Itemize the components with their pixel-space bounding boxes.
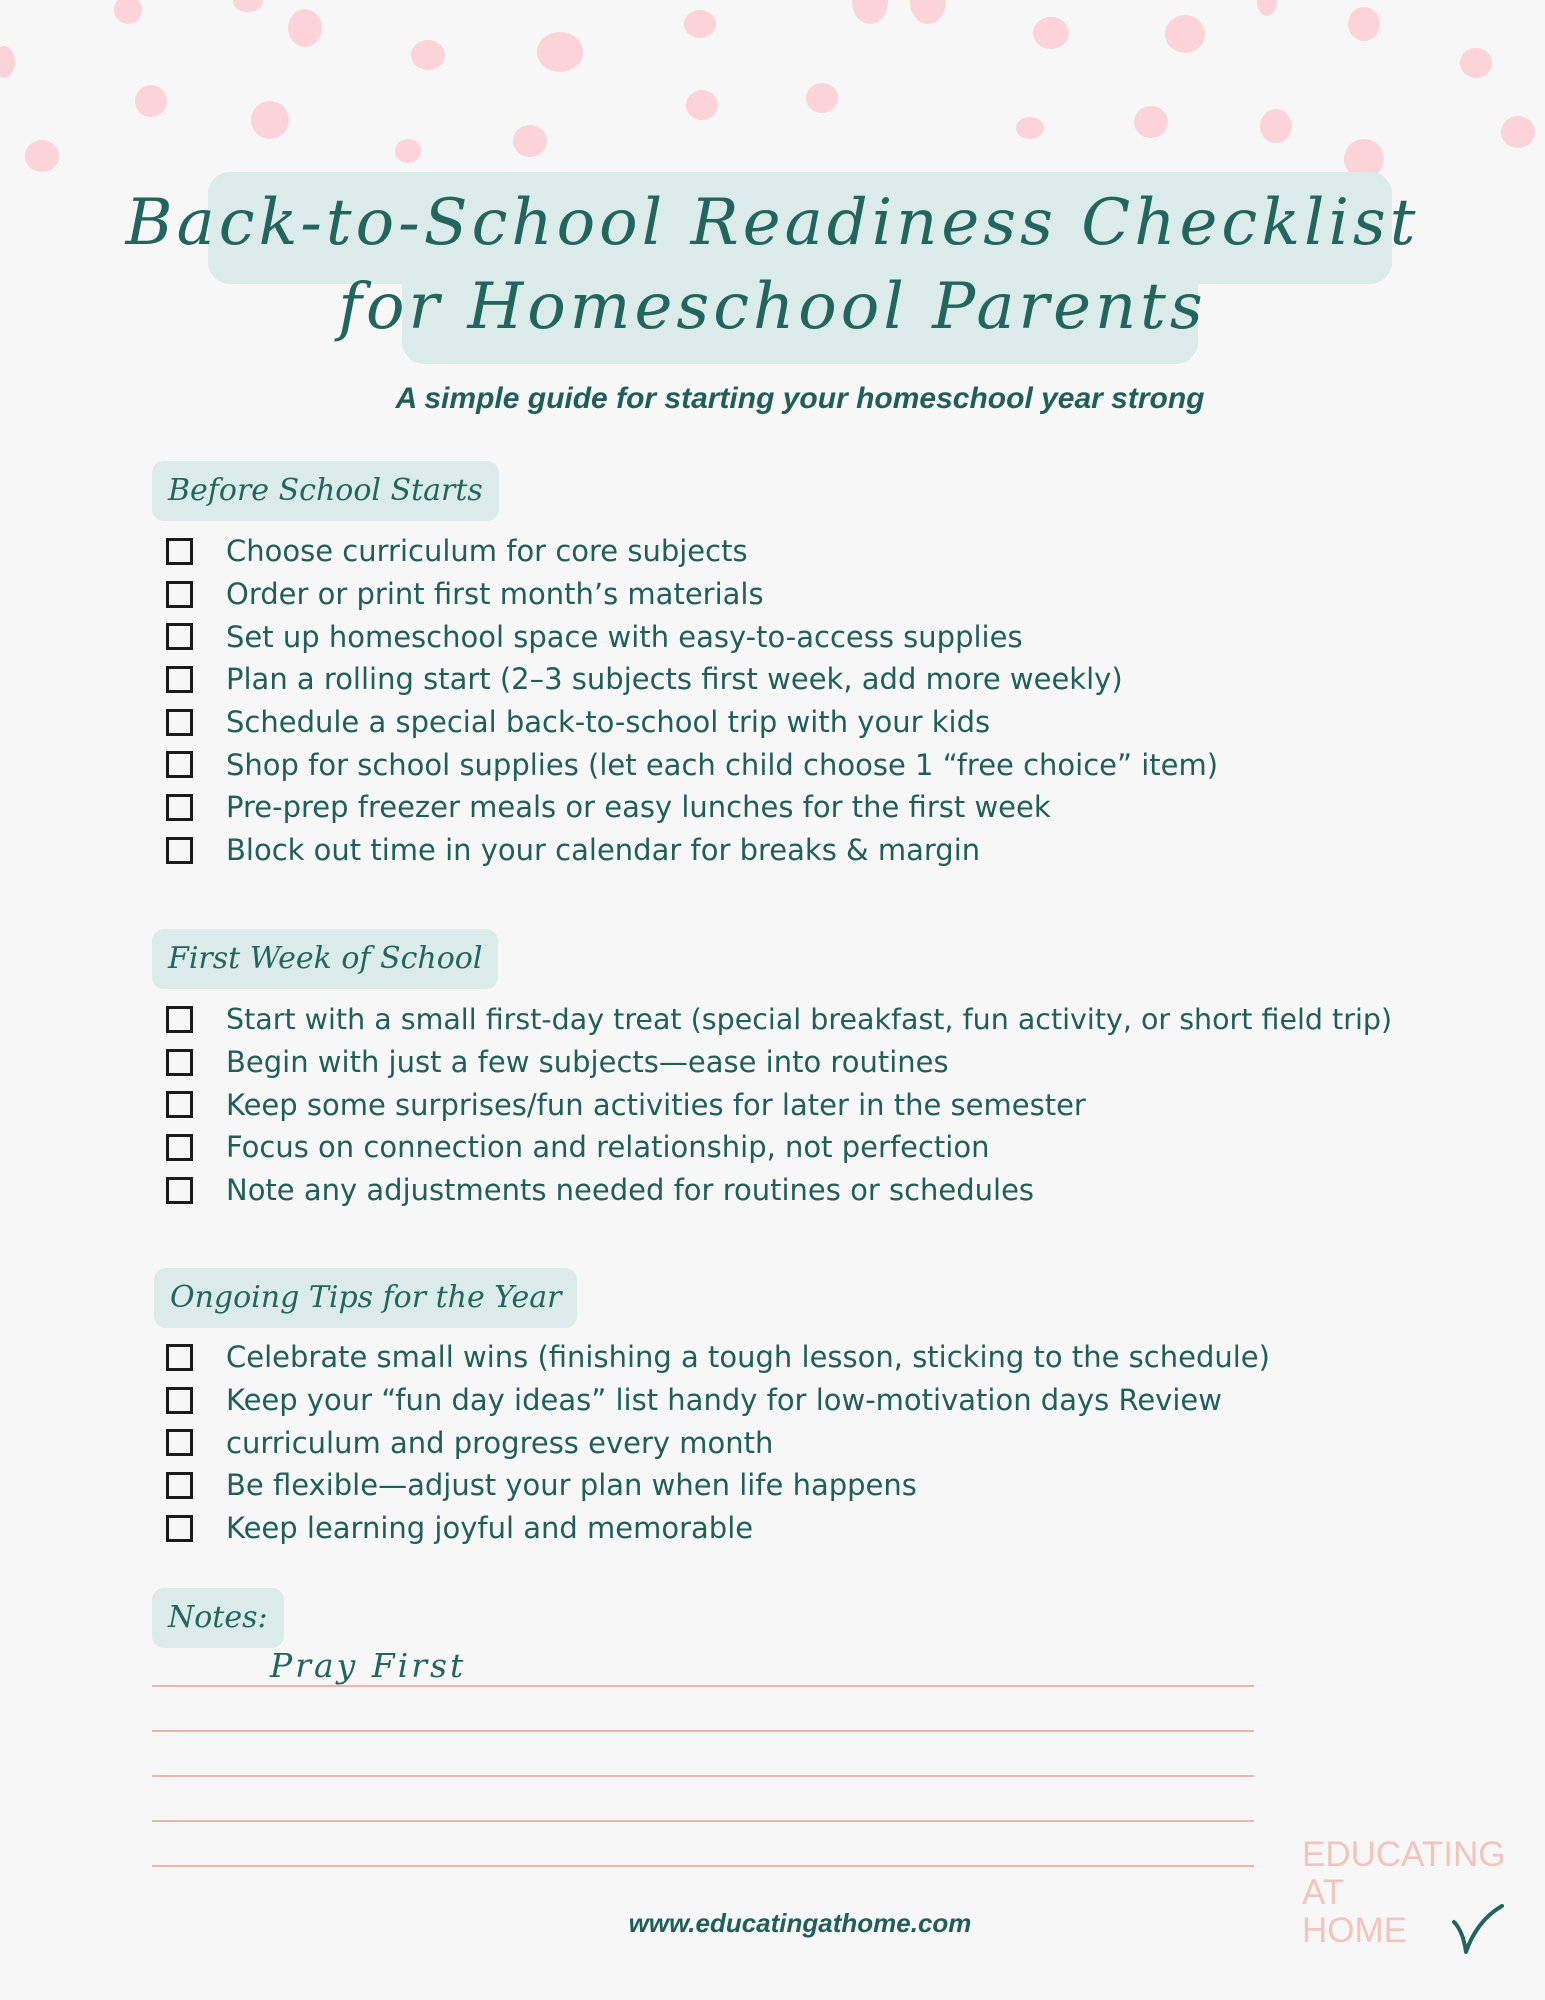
checklist-ongoing-tips	[166, 1336, 1270, 1549]
checkbox[interactable]	[166, 1091, 193, 1118]
list-item	[166, 1421, 1270, 1464]
list-item	[166, 701, 1218, 744]
note-line	[152, 1865, 1254, 1867]
note-line	[152, 1730, 1254, 1732]
item-label: Start with a small first-day treat (special breakfast, fun activity, or short field trip)	[226, 1002, 1393, 1036]
item-label: Keep learning joyful and memorable	[226, 1511, 754, 1546]
checklist-before-school	[166, 530, 1218, 872]
list-item	[166, 1379, 1270, 1422]
notes-heading: Notes:	[152, 1588, 284, 1648]
checkbox[interactable]	[166, 623, 193, 650]
checklist-first-week	[166, 998, 1392, 1211]
checkbox[interactable]	[166, 1515, 193, 1542]
note-line	[152, 1685, 1254, 1687]
checkbox[interactable]	[166, 1177, 193, 1204]
checkbox[interactable]	[166, 538, 193, 565]
list-item	[166, 1041, 1392, 1084]
page-title-line-2: for Homeschool Parents	[338, 270, 1207, 344]
item-label: Keep your “fun day ideas” list handy for low-motivation days Review	[226, 1383, 1222, 1418]
list-item	[166, 1507, 1270, 1550]
list-item	[166, 658, 1218, 701]
item-label: Celebrate small wins (finishing a tough lesson, sticking to the schedule)	[226, 1340, 1270, 1375]
subtitle: A simple guide for starting your homeschool year strong	[395, 382, 1205, 415]
item-label: Note any adjustments needed for routines or schedules	[226, 1173, 1035, 1208]
decorative-dots	[0, 0, 1545, 200]
item-label: curriculum and progress every month	[226, 1425, 774, 1460]
item-label: Choose curriculum for core subjects	[226, 534, 748, 569]
note-line	[152, 1820, 1254, 1822]
checkbox[interactable]	[166, 837, 193, 864]
section-heading-before-school: Before School Starts	[152, 461, 499, 521]
list-item	[166, 998, 1392, 1041]
list-item	[166, 829, 1218, 872]
item-label: Be flexible—adjust your plan when life happens	[226, 1468, 917, 1503]
checkbox[interactable]	[166, 1134, 193, 1161]
item-label: Order or print first month’s materials	[226, 577, 764, 612]
section-heading-first-week: First Week of School	[152, 929, 498, 989]
page-title-line-1: Back-to-School Readiness Checklist	[125, 186, 1420, 260]
list-item	[166, 573, 1218, 616]
list-item	[166, 1083, 1392, 1126]
checkbox[interactable]	[166, 1429, 193, 1456]
list-item	[166, 1169, 1392, 1212]
checkbox[interactable]	[166, 1344, 193, 1371]
item-label: Schedule a special back-to-school trip with your kids	[226, 705, 991, 740]
checkbox[interactable]	[166, 1387, 193, 1414]
checkbox[interactable]	[166, 794, 193, 821]
checkbox[interactable]	[166, 1006, 193, 1033]
item-label: Keep some surprises/fun activities for later in the semester	[226, 1087, 1086, 1122]
item-label: Plan a rolling start (2–3 subjects first week, add more weekly)	[226, 662, 1123, 697]
website-url[interactable]: www.educatingathome.com	[628, 1908, 972, 1938]
section-heading-ongoing-tips: Ongoing Tips for the Year	[154, 1268, 577, 1328]
list-item	[166, 1336, 1270, 1379]
checkmark-icon	[1450, 1898, 1506, 1958]
item-label: Set up homeschool space with easy-to-access supplies	[226, 619, 1023, 654]
list-item	[166, 1464, 1270, 1507]
logo-text-line-3: HOME	[1302, 1911, 1407, 1950]
logo-text-line-2: AT	[1302, 1873, 1345, 1912]
checkbox[interactable]	[166, 1472, 193, 1499]
item-label: Pre-prep freezer meals or easy lunches for the first week	[226, 790, 1051, 825]
list-item	[166, 743, 1218, 786]
handwritten-note: Pray First	[270, 1646, 467, 1685]
checkbox[interactable]	[166, 1049, 193, 1076]
item-label: Block out time in your calendar for breaks & margin	[226, 833, 981, 868]
logo-text-line-1: EDUCATING	[1302, 1835, 1506, 1874]
checkbox[interactable]	[166, 751, 193, 778]
notes-lines[interactable]	[152, 1685, 1254, 1910]
list-item	[166, 530, 1218, 573]
list-item	[166, 786, 1218, 829]
checkbox[interactable]	[166, 709, 193, 736]
item-label: Shop for school supplies (let each child choose 1 “free choice” item)	[226, 747, 1219, 782]
item-label: Begin with just a few subjects—ease into routines	[226, 1045, 949, 1080]
brand-logo	[1302, 1836, 1512, 1996]
list-item	[166, 1126, 1392, 1169]
checkbox[interactable]	[166, 666, 193, 693]
checkbox[interactable]	[166, 581, 193, 608]
item-label: Focus on connection and relationship, not perfection	[226, 1130, 990, 1165]
note-line	[152, 1775, 1254, 1777]
list-item	[166, 615, 1218, 658]
